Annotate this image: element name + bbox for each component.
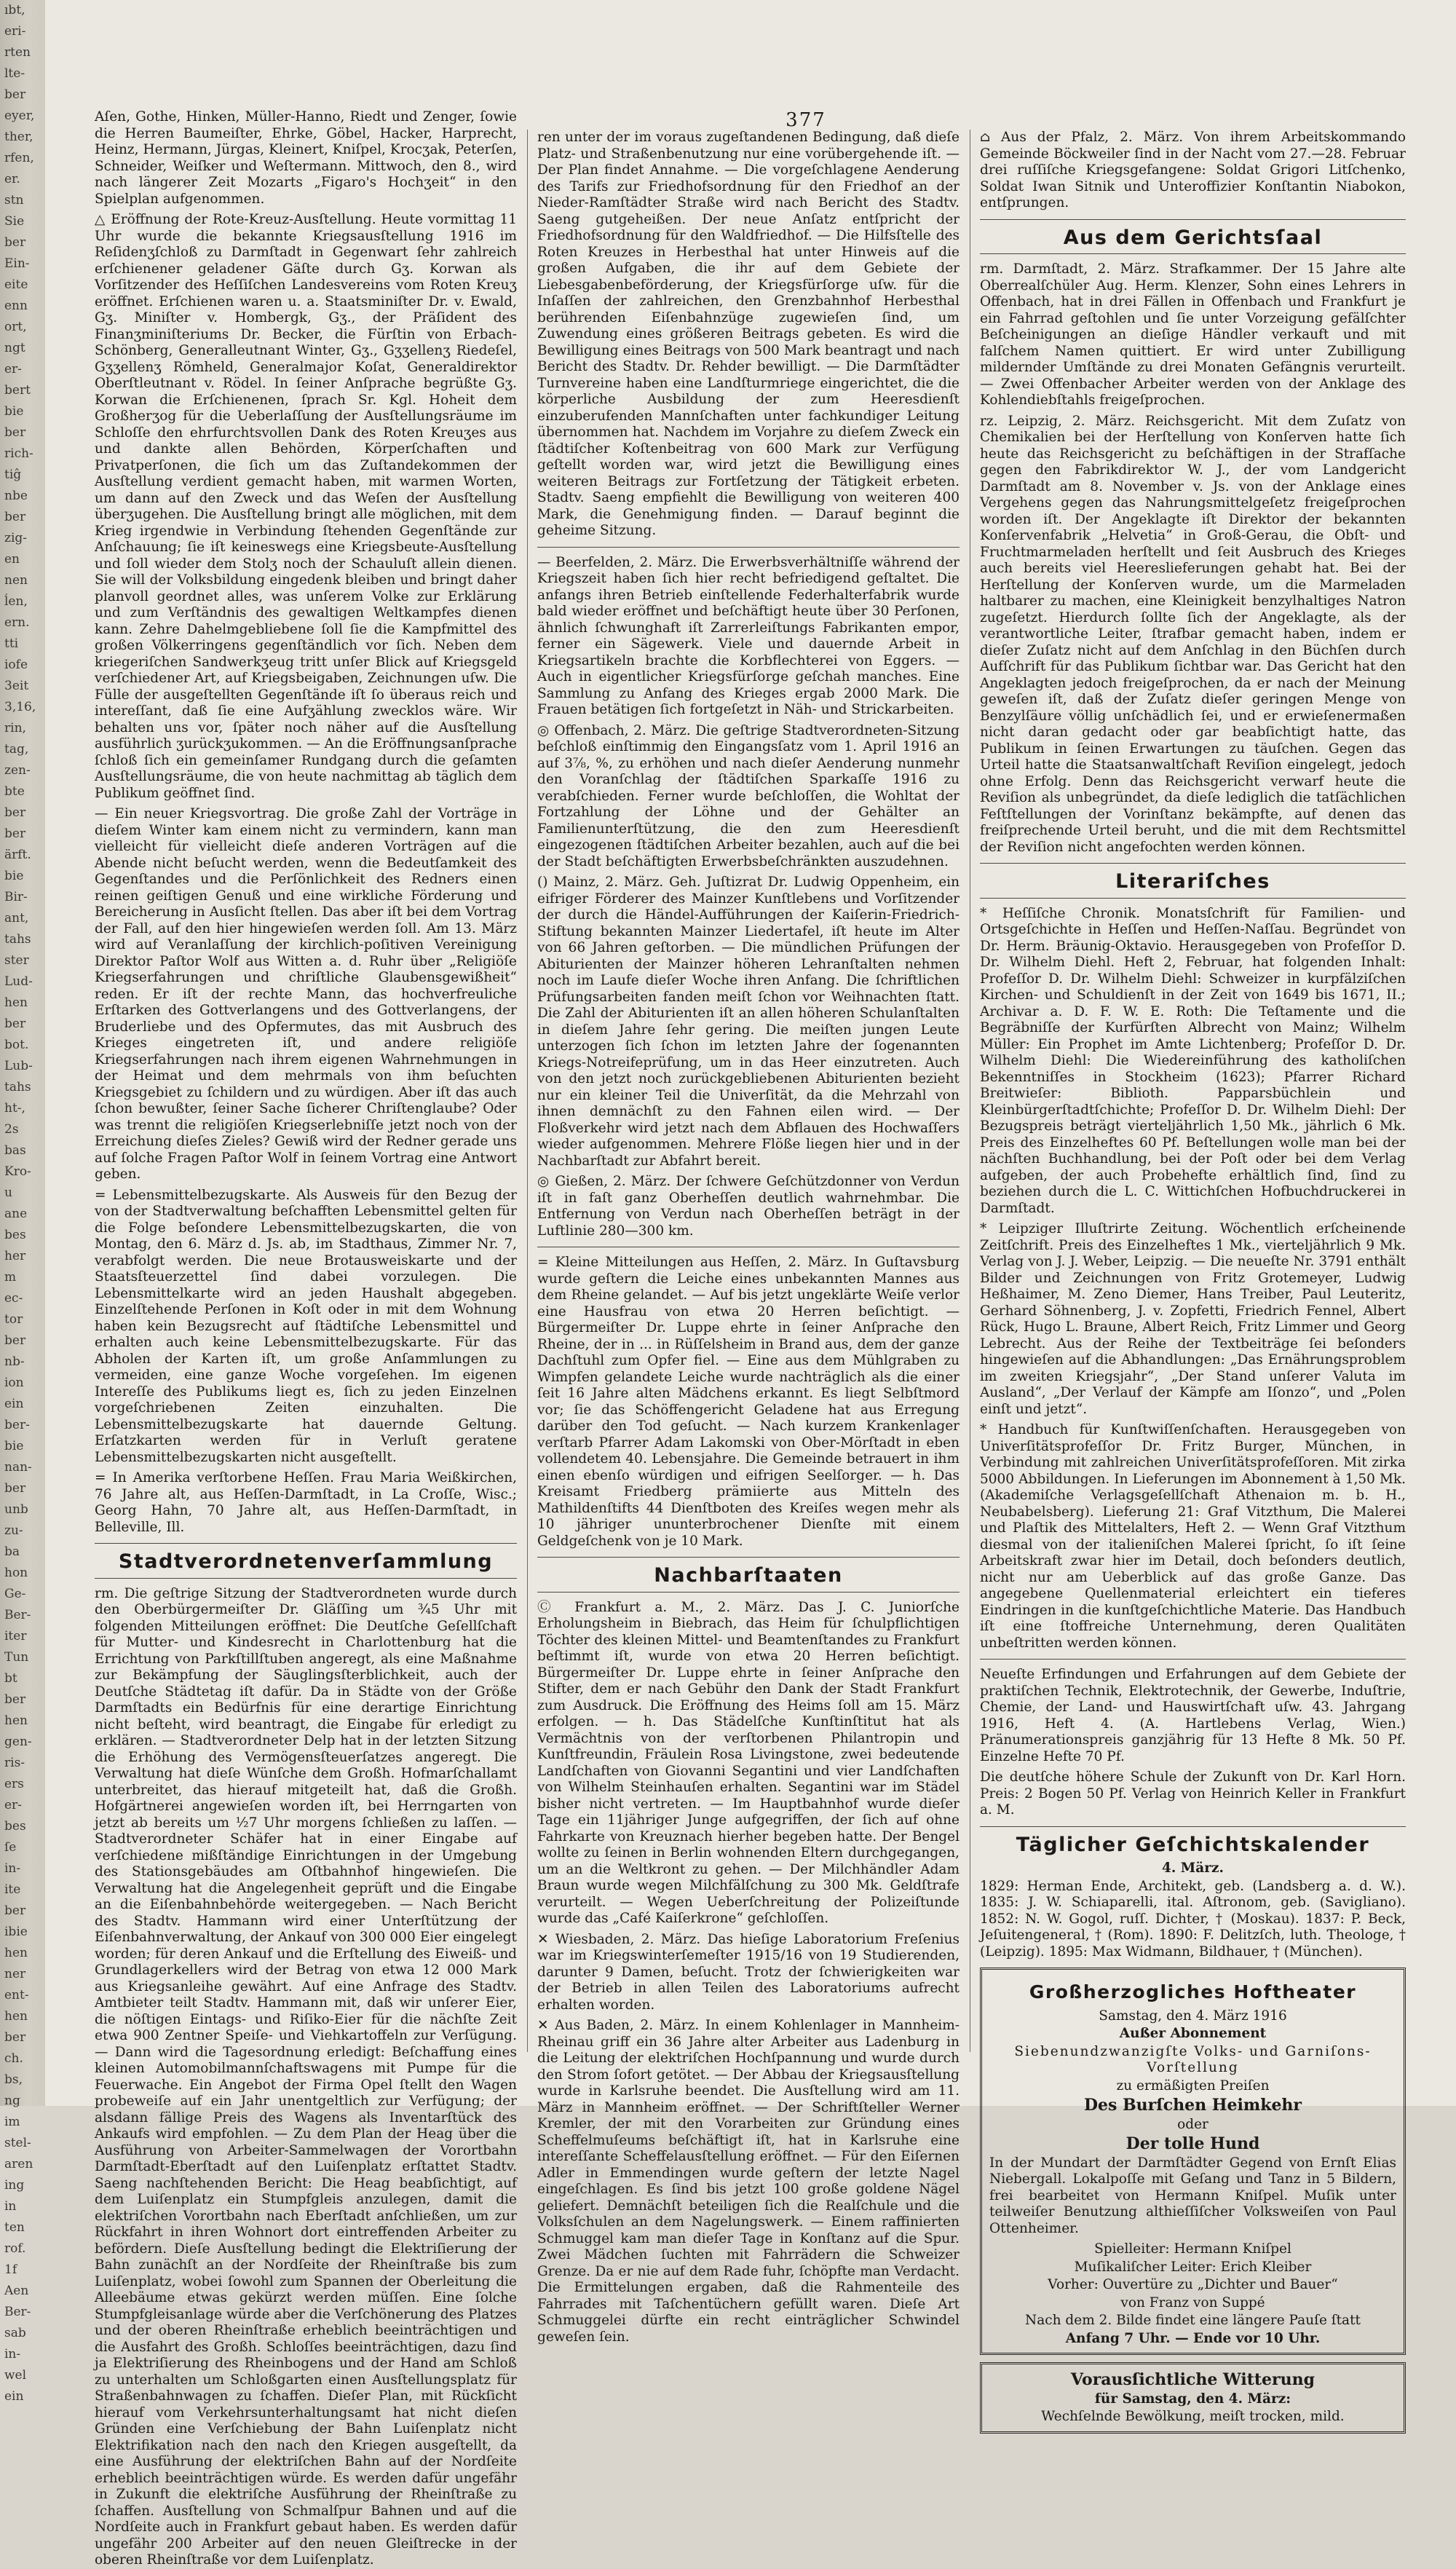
calendar-date: 4. März.	[1162, 1860, 1224, 1876]
gutter-text-fragment: ıbt,	[4, 3, 25, 17]
gutter-text-fragment: ſe	[4, 1840, 17, 1855]
gutter-text-fragment: ber	[4, 510, 26, 524]
gutter-text-fragment: bot.	[4, 1038, 29, 1052]
gutter-text-fragment: ber	[4, 1333, 26, 1348]
gutter-text-fragment: ber	[4, 2030, 26, 2045]
gutter-text-fragment: u	[4, 1185, 12, 1200]
theater-vorstellung: Siebenundzwanzigſte Volks- und Garniſons-Vorſtellung	[1014, 2043, 1372, 2075]
weather-title: Vorausſichtliche Witterung	[1070, 2370, 1315, 2389]
theater-description: In der Mundart der Darmſtädter Gegend von Ernſt Elias Niebergall. Lokalpoſſe mit Geſang und Tanz in 5 Bildern, frei bearbeitet von Hermann Kniſpel. Muſik unter teilweiſer Benutzung althieſſiſcher Volksweiſen von Paul Ottenheimer.	[989, 2155, 1396, 2236]
gutter-text-fragment: eyer,	[4, 108, 35, 123]
gutter-text-fragment: nb-	[4, 1354, 25, 1369]
gutter-text-fragment: Lub-	[4, 1059, 33, 1073]
theater-date: Samstag, den 4. März 1916	[1099, 2008, 1287, 2024]
gutter-text-fragment: enn	[4, 299, 28, 313]
gutter-text-fragment: bie	[4, 404, 24, 419]
gutter-text-fragment: ris-	[4, 1756, 25, 1770]
weather-text: Wechſelnde Bewölkung, meiſt trocken, mild.	[1041, 2409, 1345, 2424]
calendar-text: 1829: Herman Ende, Architekt, geb. (Landsberg a. d. W.). 1835: J. W. Schiaparelli, ital. Aſtronom, geb. (Savigliano). 1852: N. W. Gogol, ruſſ. Dichter, † (Moskau). 1837: P. Beck, Jeſuitengeneral, † (Rom). 1890: F. Delitzſch, luth. Theologe, † (Leipzig). 1895: Max Widmann, Bildhauer, † (München).	[980, 1878, 1406, 1960]
gutter-text-fragment: zig-	[4, 531, 28, 545]
gutter-text-fragment: hen	[4, 995, 28, 1010]
gutter-text-fragment: tag,	[4, 742, 29, 757]
gutter-text-fragment: tti	[4, 636, 19, 651]
review-hessische-chronik: * Heſſiſche Chronik. Monatsſchrift für Familien- und Ortsgeſchichte in Heſſen und Heſſen-Naſſau. Begründet von Dr. Herm. Bräunig-Oktavio. Herausgegeben von Profeſſor D. Dr. Wilhelm Diehl. Heft 2, Februar, hat folgenden Inhalt: Profeſſor D. Dr. Wilhelm Diehl: Schweizer in kurpfälziſchen Kirchen- und Schuldienſt in der Zeit von 1649 bis 1671, II.; Archivar a. D. F. W. E. Roth: Die Teſtamente und die Begräbniſſe der Kurfürſten Albrecht von Mainz; Wilhelm Müller: Ein Prophet im Amte Lichtenberg; Profeſſor D. Dr. Wilhelm Diehl: Die Wiedereinführung des katholiſchen Bekenntniſſes in Stockheim (1623); Pfarrer Richard Breitwieſer: Biblioth. Papparsbüchlein und Kleinbürgerſtadtſchichte; Profeſſor D. Dr. Wilhelm Diehl: Der Bezugspreis beträgt vierteljährlich 1,50 Mk., jährlich 6 Mk. Preis des Einzelheftes 60 Pf. Beſtellungen wolle man bei der nächſten Buchhandlung, bei der Poſt oder bei dem Verlag aufgeben, der auch Probehefte erhältlich ſind, ſind zu beziehen durch die L. C. Wittichſchen Hofbuchdruckerei in Darmſtadt.	[980, 905, 1406, 1216]
gutter-text-fragment: ein	[4, 2389, 24, 2404]
gutter-text-fragment: nbe	[4, 489, 28, 503]
gutter-text-fragment: ber	[4, 235, 26, 250]
article-mainz: () Mainz, 2. März. Geh. Juſtizrat Dr. Ludwig Oppenheim, ein eifriger Förderer des Mainzer Kunſtlebens und Vorſitzender der durch die Händel-Aufführungen der Kaiſerin-Friedrich-Stiftung bekannten Mainzer Liedertafel, iſt heute im Alter von 66 Jahren geſtorben. — Die mündlichen Prüfungen der Abiturienten der Mainzer höheren Lehranſtalten nehmen noch im Laufe dieſer Woche ihren Anfang. Die ſchriftlichen Prüfungsarbeiten fanden meiſt ſchon vor Weihnachten ſtatt. Die Zahl der Abiturienten iſt an allen höheren Schulanſtalten in dieſem Jahre ſehr gering. Die meiſten jungen Leute unterzogen ſich ſchon im letzten Jahre der ſogenannten Kriegs-Notreifeprüfung, um in das Heer einzutreten. Auch von den jetzt noch zurückgebliebenen Abiturienten bezieht nur ein kleiner Teil die Univerſität, da die Mehrzahl von ihnen demnächſt zu den Fahnen eilen wird. — Der Floßverkehr wird jetzt nach dem Abflauen des Hochwaſſers wieder aufgenommen. Mehrere Flöße liegen hier und in der Nachbarſtadt zur Abfahrt bereit.	[537, 875, 960, 1169]
theater-play-title: Des Burſchen Heimkehr	[1083, 2096, 1302, 2115]
gutter-text-fragment: nen	[4, 573, 28, 588]
divider	[537, 1557, 960, 1558]
gutter-text-fragment: in	[4, 2199, 17, 2214]
gutter-text-fragment: hen	[4, 1713, 28, 1728]
gutter-text-fragment: ber	[4, 1017, 26, 1031]
gutter-text-fragment: bt	[4, 1671, 17, 1686]
gutter-text-fragment: ng	[4, 2094, 20, 2108]
gutter-text-fragment: ther,	[4, 130, 33, 144]
gutter-text-fragment: bert	[4, 383, 31, 398]
divider	[980, 1659, 1406, 1660]
gutter-text-fragment: ein	[4, 1397, 24, 1411]
section-heading: Nachbarſtaaten	[654, 1564, 843, 1587]
section-heading: Literariſches	[1115, 870, 1270, 893]
article-wiesbaden: ✕ Wiesbaden, 2. März. Das hieſige Laboratorium Freſenius war im Kriegswinterſemeſter 1915/16 von 19 Studierenden, darunter 9 Damen, beſucht. Trotz der ſchwierigkeiten war der Betrieb in allen Teilen des Laboratoriums aufrecht erhalten worden.	[537, 1931, 960, 2013]
gutter-text-fragment: Ein-	[4, 256, 30, 271]
gutter-text-fragment: nan-	[4, 1460, 32, 1475]
gutter-text-fragment: Lud-	[4, 974, 33, 989]
gutter-text-fragment: tahs	[4, 932, 31, 947]
gutter-text-fragment: er-	[4, 362, 22, 376]
gutter-text-fragment: eri-	[4, 24, 26, 39]
review-hoehere-schule: Die deutſche höhere Schule der Zukunft von Dr. Karl Horn. Preis: 2 Bogen 50 Pf. Verlag von Heinrich Keller in Frankfurt a. M.	[980, 1769, 1406, 1818]
divider	[980, 253, 1406, 254]
gutter-text-fragment: Kro-	[4, 1164, 31, 1179]
review-leipziger-zeitung: * Leipziger Illuſtrirte Zeitung. Wöchentlich erſcheinende Zeitſchrift. Preis des Einzelheftes 1 Mk., vierteljährlich 9 Mk. Verlag von J. J. Weber, Leipzig. — Die neueſte Nr. 3791 enthält Bilder und Zeichnungen von Fritz Grotemeyer, Ludwig Heßhaimer, M. Zeno Diemer, Hans Treiber, Paul Leuteritz, Gerhard Söhnenberg, J. v. Zopfetti, Friedrich Fennel, Albert Rück, Hugo L. Braune, Albert Reich, Fritz Limmer und Georg Lebrecht. Aus der Reihe der Textbeiträge ſei beſonders hingewieſen auf die Abhandlungen: „Das Ernährungsproblem im zweiten Kriegsjahr“, „Der Stand unſerer Valuta im Ausland“, „Der Verlauf der Kämpfe am Iſonzo“, und „Polen einſt und jetzt“.	[980, 1221, 1406, 1417]
gutter-text-fragment: lte-	[4, 66, 25, 81]
gutter-text-fragment: zu-	[4, 1523, 23, 1538]
article-kriegsvortrag: — Ein neuer Kriegsvortrag. Die große Zahl der Vorträge in dieſem Winter kam einem nicht zu vermindern, kann man vielleicht für vielleicht dieſe anderen Vorträgen auf die Abende nicht beſucht werden, wenn die Bedeutſamkeit des Gegenſtandes und die Perſönlichkeit des Redners einen reinen geiſtigen Genuß und eine wirkliche Förderung und Bereicherung in Ausſicht ſtellen. Das aber iſt bei dem Vortrag der Fall, auf den hier hingewieſen werden ſoll. Am 13. März wird auf Veranlaſſung der kirchlich-poſitiven Vereinigung Direktor Paſtor Wolf aus Witten a. d. Ruhr über „Religiöſe Kriegserfahrungen und chriſtliche Glaubensgewißheit“ reden. Er iſt der rechte Mann, das hochverfreuliche Erſtarken des Gottverlangens und des Gottverlangens, der Bruderliebe und des Opfermutes, das mit Ausbruch des Krieges eingetreten iſt, und andere religiöſe Kriegserfahrungen nach ihrem eigenen Wahrnehmungen in der Heimat und dem mehrmals von ihm beſuchten Kriegsgebiet zu ſchildern und zu würdigen. Aber iſt das auch ſchon bewußter, ſeiner Sache ſicherer Chriſtenglaube? Oder was trennt die religiöſen Kriegserlebniſſe jetzt noch von der Erreichung dieſes Zieles? Gewiß wird der Redner gerade uns auf ſolche Fragen Paſtor Wolf in ſeinem Vortrag eine Antwort geben.	[95, 806, 517, 1182]
theater-abonnement: Außer Abonnement	[1119, 2026, 1267, 2041]
gutter-text-fragment: Bir-	[4, 890, 28, 904]
gutter-text-fragment: Ber-	[4, 2305, 31, 2319]
gutter-text-fragment: bes	[4, 1819, 26, 1834]
theater-vorher: Vorher: Ouvertüre zu „Dichter und Bauer“	[1048, 2277, 1338, 2292]
gutter-text-fragment: er-	[4, 1798, 22, 1812]
divider	[95, 1543, 517, 1544]
gutter-text-fragment: hen	[4, 2009, 28, 2024]
gutter-text-fragment: tor	[4, 1312, 23, 1327]
gutter-text-fragment: ber-	[4, 1418, 30, 1432]
gutter-text-fragment: rfen,	[4, 151, 34, 165]
article-stadtverordnete: rm. Die geſtrige Sitzung der Stadtverordneten wurde durch den Oberbürgermeiſter Dr. Gläſſing um ¾5 Uhr mit folgenden Mitteilungen eröffnet: Die Deutſche Geſellſchaft für Mutter- und Kindesrecht in Charlottenburg hat die Errichtung von Parkſtillſtuben angeregt, als eine Maßnahme zur Bekämpfung der Säuglingsſterblichkeit, auch der Deutſche Städtetag iſt dafür. Da in Städte von der Größe Darmſtadts ein Bedürfnis für eine derartige Einrichtung nicht beſteht, wird beantragt, die Eingabe für erledigt zu erklären. — Stadtverordneter Delp hat in der letzten Sitzung die Erhöhung des Vermögensſteuerſatzes angeregt. Die Verwaltung hat dieſe Wünſche dem Großh. Hofmarſchallamt unterbreitet, das hierauf mitgeteilt hat, daß die Großh. Hofgärtnerei angewieſen worden iſt, bei Herrngarten von jetzt ab bereits um ½7 Uhr morgens ſchließen zu laſſen. — Stadtverordneter Schäfer hat in einer Eingabe auf verſchiedene mißſtändige Einrichtungen in der Umgebung des Stationsgebäudes am Oſtbahnhof hingewieſen. Die Verwaltung hat die Angelegenheit geprüft und die Eingabe an die Eiſenbahnbehörde weitergegeben. — Nach Bericht des Stadtv. Hammann wird einer Unterſtützung der Eiſenbahnverwaltung, der Ankauf von 300 000 Eier eingelegt worden; für deren Ankauf und die Erſtellung des Eiweiß- und Grundlagerkellers wird der Betrag von etwa 12 000 Mark aus Kriegsanleihe gewährt. Auf eine Anfrage des Stadtv. Amtbieter teilt Stadtv. Hammann mit, daß wir unſerer Eier, die nöſtigen Eintags- und Riſiko-Eier für die nächſte Zeit etwa 900 Zentner Speiſe- und Viehkartoffeln zur Verſügung. — Dann wird die Tagesordnung erledigt: Beſchaffung eines kleinen Automobilmannſchaftswagens mit Pumpe für die Feuerwache. Ein Angebot der Firma Opel ſtellt den Wagen probeweiſe auf ein Jahr unentgeltlich zur Verfügung; der alsdann fällige Preis des Wagens als Inventarſtück des Ankaufs wird empfohlen. — Zu dem Plan der Heag über die Ausführung von Arbeiter-Sammelwagen der Vorortbahn Darmſtadt-Eberſtadt auf den Luiſenplatz erſtattet Stadtv. Saeng nachſtehenden Bericht: Die Heag beabſichtigt, auf dem Luiſenplatz ein Stumpfgleis anzulegen, damit die elektriſchen Vorortbahn nach Eberſtadt anſchließen, um zur Rückfahrt in ihren Wohnort dort eintreffenden Arbeiter zu befördern. Dieſe Ausſtellung bedingt die Elektriſierung der Bahn zunächſt an der Nordſeite der Rheinſtraße bis zum Luiſenplatz, wobei ſowohl zum Spannen der Oberleitung die Alleebäume etwas gekürzt werden müſſen. Eine ſolche Stumpfgleisanlage würde aber die Verſchönerung des Platzes und der oberen Rheinſtraße erheblich beeinträchtigen und die Ausfahrt des Großh. Schloſſes beeinträchtigen, dazu ſind ja Elektriſierung des Rheinbogens und der Hand am Schloß zu unterhalten um Schloßgarten einen Ausſtellungsplatz für Straßenbahnwagen zu ſchaffen. Dieſer Plan, mit Rückſicht hierauf vom Verkehrsunterhaltungsamt hat nicht dieſen Gründen eine Verſchiebung der Bahn Luiſenplatz nicht Elektrifikation nach den nach den Kriegen ausgeſtellt, da eine Ausführung der elektriſchen Bahn auf der Nordſeite erheblich beeinträchtigen würde. Es werden dafür ungefähr in Zukunft die elektriſche Ausführung der Rheinſtraße zu ſchaffen. Ausſtellung von Schmalſpur Bahnen und auf die Nordſeite auch in Frankfurt gebaut haben. Es werden dafür ungefähr 200 Arbeiter auf den neuen Gleiſtrecke in der oberen Rheinſtraße vor dem Luiſenplatz.	[95, 1585, 517, 2568]
gutter-text-fragment: ion	[4, 1376, 24, 1390]
gutter-text-fragment: ber	[4, 87, 26, 102]
gutter-text-fragment: ane	[4, 1207, 28, 1221]
gutter-text-fragment: ch.	[4, 2051, 23, 2066]
theater-preise: zu ermäßigten Preiſen	[1116, 2077, 1270, 2094]
gutter-text-fragment: bte	[4, 784, 25, 799]
gutter-text-fragment: bas	[4, 1143, 26, 1158]
gutter-text-fragment: stel-	[4, 2136, 31, 2150]
section-heading: Täglicher Geſchichtskalender	[1016, 1833, 1370, 1856]
weather-forecast	[980, 2362, 1406, 2434]
review-handbuch: * Handbuch für Kunſtwiſſenſchaften. Herausgegeben von Univerſitätsprofeſſor Dr. Fritz Burger, München, in Verbindung mit zahlreichen Univerſitätsprofeſſoren. Mit zirka 5000 Abbildungen. In Lieferungen im Abonnement à 1,50 Mk. (Akademiſche Verlagsgeſellſchaft Athenaion m. b. H., Neubabelsberg). Lieferung 21: Graf Vitzthum, Die Malerei und Plaſtik des Mittelalters, Heft 2. — Wenn Graf Vitzthum diesmal von der italieniſchen Malerei ſpricht, ſo iſt ſeine Arbeitskraft zwar hier im Detail, doch beſonders deutlich, nicht nur am Ueberblick auf das große Ganze. Das angegebene Quellenmaterial erleichtert ein tieferes Eindringen in die kunſtgeſchichtliche Materie. Das Handbuch iſt eine ſtoffreiche Unternehmung, deren Qualitäten unbeſtritten werden können.	[980, 1422, 1406, 1651]
divider	[980, 898, 1406, 899]
gutter-text-fragment: ing	[4, 2178, 25, 2193]
gutter-text-fragment: bie	[4, 869, 24, 883]
newspaper-page	[45, 0, 1456, 2568]
weather-date: für Samstag, den 4. März:	[1094, 2391, 1291, 2407]
page-number: 377	[786, 109, 826, 131]
gutter-text-fragment: unb	[4, 1502, 28, 1517]
gutter-text-fragment: hon	[4, 1566, 28, 1580]
article-beerfelden: — Beerfelden, 2. März. Die Erwerbsverhältniſſe während der Kriegszeit haben ſich hier recht befriedigend geſtaltet. Die anfangs ihren Betrieb einſtellende Federhalterfabrik wurde bald wieder eröffnet und beſchäftigt heute über 30 Perſonen, ähnlich ſchwunghaft iſt Zarrerleiſtungs Fabrikanten empor, ferner ein Sägewerk. Viele und dauernde Arbeit in Kriegsartikeln brachte die Korbflechterei von Eggers. — Auch in eigentlicher Kriegsfürſorge geſchah manches. Eine Sammlung zu Anfang des Krieges ergab 2000 Mark. Die Frauen betätigen ſich fortgeſetzt in Näh- und Strickarbeiten.	[537, 554, 960, 717]
article-amerika: = In Amerika verſtorbene Heſſen. Frau Maria Weißkirchen, 76 Jahre alt, aus Heſſen-Darmſtadt, in La Croſſe, Wisc.; Georg Hahn, 70 Jahre alt, aus Heſſen-Darmſtadt, in Belleville, Ill.	[95, 1470, 517, 1535]
column-2	[537, 130, 960, 2345]
gutter-text-fragment: wel	[4, 2368, 27, 2383]
divider	[537, 547, 960, 548]
article-lebensmittel: = Lebensmittelbezugskarte. Als Ausweis für den Bezug der von der Stadtverwaltung beſchafften Lebensmittel gelten für die Folge beſondere Lebensmittelbezugskarten, die von Montag, den 6. März d. Js. ab, im Stadthaus, Zimmer Nr. 7, verabfolgt werden. Die neue Brotausweiskarte und der Staatsſteuerzettel ſind dabei vorzulegen. Die Lebensmittelkarte wird an jeden Haushalt abgegeben. Einzelſtehende Perſonen in Koſt oder in mit dem Wohnung haben kein Bezugsrecht auf ſtädtiſche Lebensmittel und erhalten auch keine Lebensmittelbezugskarte. Für das Abholen der Karten iſt, um große Anſammlungen zu vermeiden, eine ganze Woche vorgeſehen. Im eigenen Intereſſe des Publikums liegt es, ſich zu jeden Einzelnen vorgeſchriebenen Zeiten einzuhalten. Die Lebensmittelbezugskarte hat dauernde Geltung. Erſatzkarten werden für in Verluſt geratene Lebensmittelbezugskarten nicht ausgeſtellt.	[95, 1187, 517, 1465]
theater-pause: Nach dem 2. Bilde findet eine längere Pauſe ſtatt	[1025, 2313, 1361, 2328]
gutter-text-fragment: ec-	[4, 1291, 23, 1306]
gutter-text-fragment: bie	[4, 1439, 24, 1453]
gutter-text-fragment: Tun	[4, 1650, 29, 1665]
column-rule	[527, 130, 528, 2052]
gutter-text-fragment: ite	[4, 1882, 21, 1897]
gutter-text-fragment: iter	[4, 1629, 27, 1643]
column-3	[980, 130, 1406, 2424]
gutter-text-fragment: m	[4, 1270, 17, 1284]
gutter-text-fragment: ber	[4, 425, 26, 440]
article-text: ren unter der im voraus zugeſtandenen Bedingung, daß dieſe Platz- und Straßenbenutzung nur eine vorübergehende iſt. — Der Plan findet Annahme. — Die vorgeſchlagene Aenderung des Tarifs zur Friedhofsordnung für den Friedhof an der Nieder-Ramſtädter Straße wird nach Bericht des Stadtv. Saeng gutgeheißen. Der neue Anſatz entſpricht der Friedhofsordnung für den Waldfriedhof. — Die Hilfsſtelle des Roten Kreuzes in Herbesthal hat unter Hinweis auf die großen Aufgaben, die ihr auf dem Gebiete der Liebesgabenbeförderung, der Kriegsfürſorge uſw. für die Inſaſſen der zahlreichen, den Grenzbahnhof Herbesthal berührenden Eiſenbahnzüge zugewieſen ſind, um Zuwendung eines größeren Beitrags gebeten. Es wird die Bewilligung eines Beitrags von 500 Mark beantragt und nach Bericht des Stadtv. Dr. Rehder bewilligt. — Die Darmſtädter Turnvereine haben eine Landſturmriege eingerichtet, die die körperliche Ausbildung der zum Heeresdienſt einzuberufenden Mannſchaften unter fachkundiger Leitung übernommen hat. Nachdem im Vorjahre zu dieſem Zweck ein ſtädtiſcher Koſtenbeitrag von 600 Mark zur Verfügung geſtellt worden war, wird jetzt die Bewilligung eines weiteren Beitrags zur Fortſetzung der Tätigkeit erbeten. Stadtv. Saeng empfiehlt die Bewilligung von weiteren 400 Mark, die Genehmigung finden. — Darauf beginnt die geheime Sitzung.	[537, 130, 960, 538]
gutter-text-fragment: bs,	[4, 2072, 23, 2087]
gutter-text-fragment: 2s	[4, 1122, 19, 1137]
gutter-text-fragment: ngt	[4, 341, 25, 355]
gutter-text-fragment: ster	[4, 953, 29, 968]
article-offenbach: ◎ Offenbach, 2. März. Die geſtrige Stadtverordneten-Sitzung beſchloß einſtimmig den Eingangsſatz vom 1. April 1916 an auf 3⅞, %, zu erhöhen und nach dieſer Aenderung nunmehr den Voranſchlag der ſtädtiſchen Sparkaſſe 1916 zu verabſchieden. Ferner wurde beſchloſſen, die Wohltat der Fortzahlung der Löhne und der Gehälter an Familienunterſtützung, die den zum Heeresdienſt eingezogenen ſtädtiſchen Arbeiter bezahlen, auch auf die bei der Stadt beſchäftigten Erwerbsbeſchränkten auszudehnen.	[537, 722, 960, 869]
gutter-text-fragment: ort,	[4, 320, 27, 334]
gutter-text-fragment: stn	[4, 193, 24, 208]
gutter-text-fragment: ber	[4, 826, 26, 841]
article-pfalz: ⌂ Aus der Pfalz, 2. März. Von ihrem Arbeitskommando Gemeinde Böckweiler ſind in der Nacht vom 27.—28. Februar drei ruſſiſche Kriegsgefangene: Soldat Grigori Litſchenko, Soldat Iwan Sitnik und Unteroffizier Konſtantin Niabokon, entſprungen.	[980, 130, 1406, 210]
article-frankfurt: Ⓒ Frankfurt a. M., 2. März. Das J. C. Juniorſche Erholungsheim in Biebrach, das Heim für ſchulpflichtigen Töchter des kleinen Mittel- und Beamtenſtandes zu Frankfurt beſtimmt iſt, wurde von etwa 20 Herren beſichtigt. Bürgermeiſter Dr. Luppe ehrte in ſeiner Anſprache den Stifter, dem er nach Gebühr den Dank der Stadt Frankfurt zum Ausdruck. Die Eröffnung des Heims ſoll am 15. März erfolgen. — h. Das Städelſche Kunſtinſtitut hat als Vermächtnis von der verſtorbenen Philantropin und Kunſtfreundin, Fräulein Rosa Livingstone, zwei bedeutende Landſchaften von Giovanni Segantini und vier Landſchaften von Wilhelm Steinhauſen erhalten. Segantini war im Städel bisher nicht vertreten. — Im Hauptbahnhof wurde dieſer Tage ein 11jähriger Junge aufgegriffen, der ſich auf ohne Fahrkarte von Kreuznach hierher begeben hatte. Der Bengel wollte zu ſeinen in Berlin wohnenden Eltern durchgegangen, um an die Weltkront zu gehen. — Der Milchhändler Adam Braun wurde wegen Milchfälſchung zu 300 Mk. Geldſtrafe verurteilt. — Wegen Ueberſchreitung der Polizeiſtunde wurde das „Café Kaiſerkrone“ geſchloſſen.	[537, 1599, 960, 1926]
theater-announcement	[980, 1968, 1406, 2355]
section-heading: Stadtverordnetenverſammlung	[118, 1550, 494, 1573]
gutter-text-fragment: ibie	[4, 1925, 28, 1939]
gutter-text-fragment: Aen	[4, 2284, 29, 2298]
article-text: Aſen, Gothe, Hinken, Müller-Hanno, Riedt und Zenger, ſowie die Herren Baumeiſter, Ehrke, Göbel, Hacker, Harprecht, Heinz, Hermann, Jürgas, Kleinert, Kniſpel, Krocʒak, Peterſen, Schneider, Weiſker und Weſtermann. Mittwoch, den 8., wird nach längerer Zeit Mozarts „Figaro's Hochʒeit“ in den Spielplan aufgenommen.	[95, 109, 517, 207]
gutter-text-fragment: eite	[4, 277, 28, 292]
theater-oder: oder	[1177, 2116, 1208, 2132]
gutter-text-fragment: ten	[4, 2220, 25, 2235]
gutter-text-fragment: hen	[4, 1946, 28, 1960]
gutter-text-fragment: Ber-	[4, 1608, 31, 1622]
gutter-text-fragment: im	[4, 2115, 20, 2129]
theater-musik-leiter: Muſikaliſcher Leiter: Erich Kleiber	[1074, 2259, 1312, 2275]
gutter-text-fragment: er.	[4, 172, 20, 186]
gutter-text-fragment: ers	[4, 1777, 24, 1791]
gutter-text-fragment: 3,16,	[4, 700, 36, 714]
gutter-text-fragment: Sie	[4, 214, 25, 229]
gutter-text-fragment: ber	[4, 805, 26, 820]
gutter-text-fragment: ärft.	[4, 848, 31, 862]
article-darmstadt-court: rm. Darmſtadt, 2. März. Strafkammer. Der 15 Jahre alte Oberrealſchüler Aug. Herm. Klenzer, Sohn eines Lehrers in Offenbach, hat in drei Fällen in Offenbach und Frankfurt je ein Fahrrad geſtohlen und ſie unter Vorzeigung gefälſchter Beſcheinigungen an dieſige Händler verkauft und mit falſchem Namen quittiert. Er wird unter Zubilligung mildernder Umſtände zu drei Monaten Gefängnis verurteilt. — Zwei Offenbacher Arbeiter werden von der Anklage des Kohlendiebſtahls freigeſprochen.	[980, 261, 1406, 408]
divider	[980, 863, 1406, 864]
gutter-text-fragment: rof.	[4, 2241, 26, 2256]
gutter-text-fragment: ber	[4, 1903, 26, 1918]
theater-play-subtitle: Der tolle Hund	[1125, 2134, 1260, 2153]
gutter-text-fragment: sab	[4, 2326, 26, 2340]
left-page-gutter	[0, 0, 45, 2404]
divider	[980, 219, 1406, 220]
article-kleine-mitteilungen: = Kleine Mitteilungen aus Heſſen, 2. März. In Guſtavsburg wurde geſtern die Leiche eines unbekannten Mannes aus dem Rheine gelandet. — Auf bis jetzt ungeklärte Weiſe verlor eine Hausfrau von etwa 20 Herren beſichtigt. — Bürgermeiſter Dr. Luppe ehrte in ſeiner Anſprache den Rheine, der in ... in Rüſſelsheim in Brand aus, dem der ganze Dachſtuhl zum Opfer fiel. — Eine aus dem Mühlgraben zu Wimpfen gelandete Leiche wurde nachträglich als die einer ſeit 16 Jahre alten Mädchens erkannt. Es liegt Selbſtmord vor; ſie das Schöffengericht Geladene hat aus Erregung darüber den Tod geſucht. — Nach kurzem Krankenlager verſtarb Pfarrer Adam Lakomski von Ober-Mörſtadt in eben vollendetem 40. Lebensjahre. Die Gemeinde betrauert in ihm einen ebenſo würdigen und eifrigen Seelſorger. — h. Das Kreisamt Friedberg prämiierte aus Mitteln des Mathildenſtifts 44 Dienſtboten des Kreiſes wegen mehr als 10 jähriger ununterbrochener Dienſte mit einem Geldgeſchenk von je 10 Mark.	[537, 1255, 960, 1549]
article-baden: ✕ Aus Baden, 2. März. In einem Kohlenlager in Mannheim-Rheinau griff ein 36 Jahre alter Arbeiter aus Ladenburg in die Leitung der elektriſchen Hochſpannung und wurde durch den Strom ſofort getötet. — Der Abbau der Kriegsausſtellung wurde in Karlsruhe beendet. Die Ausſtellung wird am 11. März in Mannheim eröffnet. — Der Schriftſteller Werner Kremler, der mit den Vorarbeiten zur Gründung eines Scheffelmuſeums beſchäftigt iſt, hat in Karlsruhe eine intereſſante Scheffelausſtellung eröffnet. — Für den Eiſernen Adler in Emmendingen wurde geſtern der letzte Nagel eingeſchlagen. Es ſind bis jetzt 100 große goldene Nägel geliefert. Demnächſt beteiligen ſich die Realſchule und die Volksſchulen an dem Nagelungswerk. — Einem raffinierten Schmuggel kam man dieſer Tage in Konſtanz auf die Spur. Zwei Mädchen ſuchten mit Fahrrädern die Schweizer Grenze. Da er nie auf dem Rade fuhr, ſchöpfte man Verdacht. Die Ermittelungen ergaben, daß die Rahmenteile des Fahrrades mit Taſchentüchern gefüllt waren. Dieſe Art Schmuggelei dürfte ein recht einträglicher Schwindel geweſen ſein.	[537, 2018, 960, 2345]
gutter-text-fragment: 3eit	[4, 679, 29, 693]
gutter-text-fragment: gen-	[4, 1735, 32, 1749]
gutter-text-fragment: 1f	[4, 2262, 17, 2277]
theater-composer: von Franz von Suppé	[1120, 2294, 1265, 2310]
gutter-text-fragment: rten	[4, 45, 31, 60]
article-leipzig-court: rz. Leipzig, 2. März. Reichsgericht. Mit dem Zuſatz von Chemikalien bei der Herſtellung von Konſerven hatte ſich heute das Reichsgericht zu beſchäftigen in der Strafſache gegen den Fabrikdirektor W. J., der vom Landgericht Darmſtadt am 8. November v. Js. von der Anklage eines Vergehens gegen das Nahrungsmittelgeſetz freigeſprochen worden iſt. Der Angeklagte iſt Direktor der bekannten Konſervenfabrik „Helvetia“ in Groß-Gerau, die Obſt- und Fruchtmarmeladen herſtellt und ſeit Ausbruch des Krieges auch bereits viel Heereslieferungen gehabt hat. Bei der Herſtellung der Konſerven wurde, um die Marmeladen haltbarer zu machen, eine Kleinigkeit benzylhaltiges Natron zugeſetzt. Hierdurch ſollte ſich der Angeklagte, als der verantwortliche Leiter, ſtrafbar gemacht haben, indem er dieſer Zuſatz nicht auf dem Anſchlag in den Büchſen durch Aufſchrift für das Publikum ſichtbar war. Das Gericht hat den Angeklagten jedoch freigeſprochen, da er nach der Meinung geweſen iſt, daß der Zuſatz dieſer geringen Menge von Benzylſäure völlig unſchädlich ſei, und er erwieſenermaßen nicht daran gedacht oder gar beabſichtigt hatte, das Publikum in ſeinen Erwartungen zu täuſchen. Gegen das Urteil hatte die Staatsanwaltſchaft Reviſion eingelegt, jedoch ohne Erfolg. Denn das Reichsgericht verwarf heute die Reviſion als unbegründet, da dieſe lediglich die tatſächlichen Feſtſtellungen der Vorinſtanz bekämpfte, auf denen das freiſprechende Urteil beruht, und die mit dem Rechtsmittel der Reviſion nicht angefochten werden können.	[980, 413, 1406, 855]
gutter-text-fragment: zen-	[4, 763, 31, 778]
gutter-text-fragment: iofe	[4, 658, 28, 672]
theater-time: Anfang 7 Uhr. — Ende vor 10 Uhr.	[1065, 2330, 1321, 2346]
gutter-text-fragment: ent-	[4, 1988, 29, 2002]
theater-title: Großherzogliches Hoftheater	[1029, 1981, 1357, 2002]
gutter-text-fragment: rich-	[4, 446, 33, 461]
gutter-text-fragment: in-	[4, 1861, 21, 1876]
divider	[95, 1578, 517, 1579]
article-rote-kreuz: △ Eröffnung der Rote-Kreuz-Ausſtellung. Heute vormittag 11 Uhr wurde die bekannte Kriegsausſtellung 1916 im Reſidenʒſchloß zu Darmſtadt in Gegenwart ſehr zahlreich erſchienener geladener Gäſte durch Gʒ. Korwan als Vorſitzender des Heſſiſchen Landesvereins vom Roten Kreuʒ eröffnet. Erſchienen waren u. a. Staatsminiſter Dr. v. Ewald, Gʒ. Miniſter v. Hombergk, Gʒ., der Präſident des Finanʒminiſteriums Dr. Becker, die Fürſtin von Erbach-Schönberg, Generalleutnant Winter, Gʒ., Gʒʒellenʒ Riedeſel, Gʒʒellenʒ Römheld, Generalmajor Koſat, Generaldirektor Oberſtleutnant v. Rödel. In ſeiner Anſprache begrüßte Gʒ. Korwan die Erſchienenen, ſprach Sr. Kgl. Hoheit dem Großherʒog für die Ueberlaſſung der Ausſtellungsräume im Schloſſe den ehrfurchtsvollen Dank des Roten Kreuʒes aus und dankte allen Behörden, Körperſchaften und Privatperſonen, die ſich um das Zuſtandekommen der Ausſtellung verdient gemacht haben, mit warmen Worten, um dann auf den Zweck und das Weſen der Ausſtellung überʒugehen. Die Ausſtellung bringt alle möglichen, mit dem Krieg irgendwie in Verbindung ſtehenden Gegenſtände zur Anſchauung; ſie iſt keineswegs eine Kriegsbeute-Ausſtellung und ſoll wieder dem Stolʒ noch der Schauluſt allein dienen. Sie will der Volksbildung eingedenk bleiben und bringt daher planvoll geordnet alles, was unſerem Volke zur Erklärung und zum Verſtändnis des gewaltigen Weltkampfes dienen kann. Zehre Dahelmgebliebene ſoll ſie die Kampfmittel des großen Völkerringens gegenſtändlich vor ſich. Neben dem kriegeriſchen Sandwerkʒeug tritt unſer Blick auf Kriegsgeld verſchiedener Art, auf Kriegsbeigaben, Zeichnungen uſw. Die Fülle der ausgeſtellten Gegenſtände iſt ſo überaus reich und intereſſant, daß ſie eine Aufʒählung zwecklos wäre. Wir behalten uns vor, ſpäter noch näher auf die Ausſtellung ausführlich ʒurückʒukommen. — An die Eröffnungsanſprache ſchloß ſich ein gemeinſamer Rundgang durch die geſamten Ausſtellungsräume, die von heute nachmittag ab täglich dem Publikum geöffnet ſind.	[95, 212, 517, 801]
gutter-text-fragment: in-	[4, 2347, 21, 2361]
gutter-text-fragment: en	[4, 552, 20, 567]
gutter-text-fragment: her	[4, 1249, 26, 1263]
gutter-text-fragment: rin,	[4, 721, 26, 735]
theater-spielleiter: Spielleiter: Hermann Kniſpel	[1094, 2241, 1291, 2257]
divider	[537, 1592, 960, 1593]
gutter-text-fragment: ner	[4, 1967, 26, 1981]
review-erfindungen: Neueſte Erfindungen und Erfahrungen auf dem Gebiete der praktiſchen Technik, Elektrotechnik, der Gewerbe, Induſtrie, Chemie, der Land- und Hauswirtſchaft uſw. 43. Jahrgang 1916, Heft 4. (A. Hartlebens Verlag, Wien.) Pränumerationspreis ganzjährig für 13 Hefte 8 Mk. 50 Pf. Einzelne Hefte 70 Pf.	[980, 1667, 1406, 1764]
gutter-text-fragment: ern.	[4, 615, 30, 630]
divider	[980, 1826, 1406, 1827]
gutter-text-fragment: ant,	[4, 911, 29, 926]
article-giessen: ◎ Gießen, 2. März. Der ſchwere Geſchützdonner von Verdun iſt in faſt ganz Oberheſſen deutlich wahrnehmbar. Die Entfernung von Verdun nach Oberheſſen beträgt in der Luftlinie 280—300 km.	[537, 1174, 960, 1239]
gutter-text-fragment: ber	[4, 1692, 26, 1707]
gutter-text-fragment: Ge-	[4, 1587, 26, 1601]
gutter-text-fragment: aren	[4, 2157, 33, 2171]
gutter-text-fragment: tiĝ	[4, 467, 22, 482]
column-1	[95, 109, 517, 2568]
gutter-text-fragment: ba	[4, 1544, 20, 1559]
gutter-text-fragment: bes	[4, 1228, 26, 1242]
section-heading: Aus dem Gerichtsſaal	[1063, 226, 1323, 249]
gutter-text-fragment: ht-,	[4, 1101, 25, 1116]
gutter-text-fragment: tahs	[4, 1080, 31, 1094]
gutter-text-fragment: ĺen,	[4, 594, 28, 609]
gutter-text-fragment: ber	[4, 1481, 26, 1496]
